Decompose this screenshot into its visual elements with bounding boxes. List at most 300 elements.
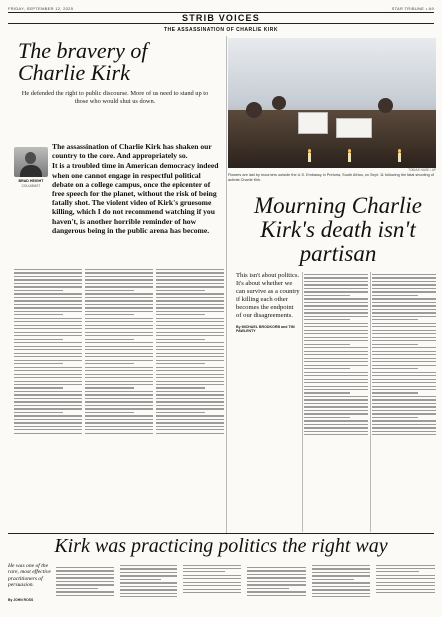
body-text-line — [372, 379, 436, 380]
body-text-line — [372, 372, 436, 373]
article2-byline: By MICHAEL BRODKORB and TIM PAWLENTY — [236, 325, 295, 333]
body-text-line — [312, 568, 371, 569]
body-text-line — [14, 360, 82, 361]
body-text-line — [376, 578, 435, 579]
body-text-line — [14, 279, 82, 280]
body-text-line — [14, 318, 82, 319]
body-text-line — [85, 332, 153, 333]
body-text-line — [14, 387, 63, 388]
body-text-line — [247, 591, 306, 592]
body-text-line — [85, 394, 153, 395]
body-text-line — [304, 368, 350, 369]
article2-body-column-2 — [372, 272, 436, 534]
body-text-line — [247, 570, 306, 571]
body-text-line — [304, 399, 368, 400]
body-text-line — [14, 422, 82, 423]
body-text-line — [304, 281, 368, 282]
body-text-line — [56, 581, 114, 582]
body-text-line — [372, 406, 436, 407]
body-text-line — [14, 304, 82, 305]
body-text-line — [372, 420, 436, 421]
article1-headline: The bravery of Charlie Kirk — [18, 38, 148, 85]
body-text-line — [304, 347, 368, 348]
page-top-bar — [8, 4, 434, 12]
body-text-line — [372, 375, 436, 376]
body-text-line — [120, 593, 178, 594]
body-text-line — [14, 363, 63, 364]
body-text-line — [85, 387, 134, 388]
body-text-line — [304, 372, 368, 373]
body-text-line — [156, 276, 224, 277]
body-text-line — [14, 377, 82, 378]
body-text-line — [85, 339, 134, 340]
photo-flame — [308, 149, 311, 153]
body-text-line — [14, 290, 63, 291]
photo-flame — [348, 149, 351, 153]
body-text-line — [372, 333, 436, 334]
body-text-line — [14, 405, 82, 406]
body-text-line — [304, 277, 368, 278]
body-text-line — [376, 592, 435, 593]
body-text-line — [372, 277, 436, 278]
body-text-line — [304, 337, 368, 338]
body-text-line — [183, 582, 241, 583]
body-text-line — [372, 396, 436, 397]
body-text-line — [156, 283, 224, 284]
body-text-line — [183, 592, 241, 593]
body-text-line — [156, 415, 224, 416]
body-text-line — [56, 570, 114, 571]
body-text-line — [85, 342, 153, 343]
body-text-line — [14, 346, 82, 347]
body-text-line — [14, 370, 82, 371]
body-text-line — [85, 335, 153, 336]
body-text-line — [304, 323, 368, 324]
body-text-line — [372, 295, 418, 296]
body-text-line — [56, 567, 114, 568]
body-text-line — [372, 337, 436, 338]
body-text-line — [14, 394, 82, 395]
body-text-line — [85, 318, 153, 319]
article2-intro-box — [236, 272, 300, 534]
body-text-line — [85, 328, 153, 329]
body-text-line — [56, 591, 114, 592]
body-text-line — [304, 319, 350, 320]
body-text-line — [85, 419, 153, 420]
body-text-line — [304, 305, 368, 306]
body-text-line — [85, 433, 153, 434]
article1-body-column-1 — [14, 267, 82, 533]
body-text-line — [372, 326, 436, 327]
body-text-line — [85, 398, 153, 399]
body-text-line — [85, 314, 134, 315]
body-text-line — [304, 420, 368, 421]
article1-body-column-2 — [85, 267, 153, 533]
body-text-line — [156, 346, 224, 347]
body-text-line — [156, 339, 205, 340]
body-text-line — [247, 584, 306, 585]
body-text-line — [372, 305, 436, 306]
body-text-line — [120, 575, 178, 576]
body-text-line — [156, 401, 224, 402]
body-text-line — [85, 269, 153, 270]
body-text-line — [156, 433, 224, 434]
body-text-line — [376, 582, 435, 583]
body-text-line — [376, 571, 418, 572]
body-text-line — [120, 586, 178, 587]
body-text-line — [85, 307, 153, 308]
article3-pullquote: He was one of the rare, most effective practitioners of persuasion. — [8, 563, 51, 589]
body-text-line — [372, 392, 418, 393]
body-text-line — [14, 321, 82, 322]
body-text-line — [14, 283, 82, 284]
article2-headline: Mourning Charlie Kirk's death isn't partisan — [253, 193, 423, 266]
body-text-line — [376, 585, 435, 586]
article3-headline: Kirk was practicing politics the right way — [54, 535, 388, 557]
body-text-line — [85, 415, 153, 416]
body-text-line — [14, 314, 63, 315]
body-text-line — [85, 360, 153, 361]
body-text-line — [56, 584, 114, 585]
body-text-line — [312, 565, 371, 566]
body-text-line — [85, 405, 153, 406]
body-text-line — [156, 290, 205, 291]
body-text-line — [14, 415, 82, 416]
body-text-line — [156, 370, 224, 371]
body-text-line — [156, 335, 224, 336]
body-text-line — [14, 412, 63, 413]
body-text-line — [156, 426, 224, 427]
news-photo — [228, 38, 436, 168]
body-text-line — [156, 408, 224, 409]
body-text-line — [156, 391, 224, 392]
body-text-line — [376, 575, 435, 576]
body-text-line — [304, 406, 368, 407]
body-text-line — [372, 309, 436, 310]
section-divider — [8, 533, 434, 534]
issue-date: FRIDAY, SEPTEMBER 12, 2025 — [8, 5, 74, 11]
body-text-line — [304, 365, 368, 366]
body-text-line — [304, 330, 368, 331]
body-text-line — [304, 344, 350, 345]
body-text-line — [14, 335, 82, 336]
body-text-line — [183, 578, 241, 579]
body-text-line — [85, 384, 153, 385]
body-text-line — [14, 297, 82, 298]
body-text-line — [304, 417, 350, 418]
body-text-line — [304, 403, 368, 404]
body-text-line — [120, 579, 162, 580]
body-text-line — [156, 286, 224, 287]
body-text-line — [85, 412, 134, 413]
body-text-line — [156, 394, 224, 395]
body-text-line — [14, 328, 82, 329]
body-text-line — [372, 351, 436, 352]
body-text-line — [85, 346, 153, 347]
body-text-line — [14, 391, 82, 392]
body-text-line — [14, 384, 82, 385]
body-text-line — [372, 424, 436, 425]
body-text-line — [56, 577, 114, 578]
body-text-line — [85, 304, 153, 305]
body-text-line — [156, 300, 224, 301]
article2-body-column-1 — [304, 272, 368, 534]
body-text-line — [156, 422, 224, 423]
body-text-line — [85, 377, 153, 378]
body-text-line — [372, 302, 436, 303]
body-text-line — [156, 272, 224, 273]
body-text-line — [56, 588, 98, 589]
article3-body-left — [56, 565, 241, 615]
body-text-line — [312, 589, 371, 590]
body-text-line — [372, 312, 436, 313]
body-text-line — [372, 386, 436, 387]
body-text-line — [85, 286, 153, 287]
body-text-line — [85, 370, 153, 371]
lead-paragraph-1: The assassination of Charlie Kirk has shaken our country to the core. And appropriately so. — [52, 142, 212, 161]
body-text-line — [312, 572, 371, 573]
body-text-line — [14, 398, 82, 399]
body-text-line — [304, 427, 368, 428]
body-text-line — [156, 374, 224, 375]
photo-flame — [398, 149, 401, 153]
body-text-line — [156, 269, 224, 270]
body-text-line — [156, 297, 224, 298]
photo-person — [272, 96, 286, 110]
body-text-line — [247, 581, 306, 582]
body-text-line — [156, 279, 224, 280]
body-text-line — [85, 408, 153, 409]
body-text-line — [372, 365, 436, 366]
body-text-line — [14, 325, 82, 326]
body-text-line — [14, 349, 82, 350]
body-text-line — [120, 572, 178, 573]
body-text-line — [304, 410, 368, 411]
body-text-line — [247, 595, 306, 596]
body-text-line — [156, 332, 224, 333]
body-text-line — [156, 353, 224, 354]
body-text-line — [85, 272, 153, 273]
body-text-line — [372, 399, 436, 400]
body-text-line — [304, 312, 368, 313]
body-text-line — [372, 281, 436, 282]
author-role: COLUMNIST — [21, 184, 41, 188]
body-text-line — [304, 358, 368, 359]
body-text-line — [14, 353, 82, 354]
photo-person — [246, 102, 262, 118]
body-text-line — [372, 288, 436, 289]
body-text-line — [247, 567, 306, 568]
body-text-line — [372, 410, 436, 411]
body-text-line — [85, 426, 153, 427]
article3-byline: By JOHN ROSS — [8, 598, 34, 602]
body-text-line — [312, 579, 354, 580]
body-text-line — [304, 288, 368, 289]
body-text-line — [85, 401, 153, 402]
body-text-line — [85, 374, 153, 375]
photo-sign — [336, 118, 372, 138]
body-text-line — [304, 389, 368, 390]
body-text-line — [85, 429, 153, 430]
body-text-line — [372, 403, 436, 404]
body-text-line — [85, 367, 153, 368]
body-text-line — [156, 377, 224, 378]
body-text-line — [85, 356, 153, 357]
body-text-line — [304, 396, 368, 397]
body-text-line — [372, 431, 436, 432]
photo-candle — [398, 153, 401, 162]
body-text-line — [376, 589, 435, 590]
body-text-line — [14, 311, 82, 312]
body-text-line — [120, 582, 178, 583]
body-text-line — [156, 419, 224, 420]
body-text-line — [304, 309, 368, 310]
body-text-line — [304, 316, 368, 317]
body-text-line — [85, 297, 153, 298]
body-text-line — [372, 298, 436, 299]
body-text-line — [304, 431, 368, 432]
photo-candle — [348, 153, 351, 162]
body-text-line — [120, 589, 178, 590]
body-text-line — [14, 429, 82, 430]
body-text-line — [156, 311, 224, 312]
body-text-line — [156, 363, 205, 364]
body-text-line — [183, 571, 225, 572]
body-text-line — [376, 568, 435, 569]
body-text-line — [372, 361, 436, 362]
body-text-line — [14, 381, 82, 382]
body-text-line — [372, 319, 418, 320]
body-text-line — [56, 595, 114, 596]
body-text-line — [14, 356, 82, 357]
photo-crowd — [228, 110, 436, 168]
body-text-line — [372, 316, 436, 317]
article2-intro: This isn't about politics. It's about whether we can survive as a country if killing each other becomes the endpoint of our disagreements. — [236, 272, 300, 319]
body-text-line — [372, 413, 436, 414]
body-text-line — [14, 433, 82, 434]
body-text-line — [372, 284, 436, 285]
body-text-line — [247, 588, 289, 589]
body-text-line — [304, 379, 368, 380]
body-text-line — [85, 300, 153, 301]
body-text-line — [14, 339, 63, 340]
body-text-line — [304, 375, 368, 376]
body-text-line — [372, 354, 436, 355]
section-heading: STRIB VOICES — [8, 12, 434, 24]
body-text-line — [120, 568, 178, 569]
body-text-line — [247, 577, 306, 578]
body-text-line — [183, 589, 241, 590]
body-text-line — [85, 276, 153, 277]
body-text-line — [14, 307, 82, 308]
body-text-line — [372, 368, 418, 369]
body-text-line — [156, 405, 224, 406]
column-divider — [226, 36, 227, 533]
body-text-line — [304, 434, 368, 435]
body-text-line — [156, 349, 224, 350]
body-text-line — [85, 293, 153, 294]
body-text-line — [14, 401, 82, 402]
photo-candle — [308, 153, 311, 162]
body-text-line — [156, 342, 224, 343]
body-text-line — [304, 382, 368, 383]
body-text-line — [156, 367, 224, 368]
body-text-line — [85, 422, 153, 423]
body-text-line — [14, 408, 82, 409]
body-text-line — [312, 593, 371, 594]
body-text-line — [304, 326, 368, 327]
lead-paragraph-2: It is a troubled time in American democracy indeed when one cannot engage in respectful political debate on a college campus, once the epicenter of free speech for the planet, without the risk of being fatally shot. The violent video of Kirk's gruesome killing, which I do not recommend watching if you haven't, is another horrible reminder of how dangerous being in the public arena has become. — [52, 161, 219, 235]
body-text-line — [312, 582, 371, 583]
body-text-line — [304, 340, 368, 341]
body-text-line — [312, 586, 371, 587]
body-text-line — [85, 349, 153, 350]
body-text-line — [247, 574, 306, 575]
body-text-line — [85, 353, 153, 354]
body-text-line — [304, 392, 350, 393]
body-text-line — [372, 323, 436, 324]
body-text-line — [372, 417, 418, 418]
body-text-line — [156, 412, 205, 413]
body-text-line — [372, 340, 436, 341]
body-text-line — [14, 426, 82, 427]
body-text-line — [156, 398, 224, 399]
body-text-line — [14, 269, 82, 270]
body-text-line — [156, 429, 224, 430]
body-text-line — [304, 298, 368, 299]
body-text-line — [156, 307, 224, 308]
author-name: BRAD HEIGHT — [18, 179, 44, 183]
body-text-line — [156, 318, 224, 319]
body-text-line — [304, 351, 368, 352]
body-text-line — [304, 413, 368, 414]
body-text-line — [156, 304, 224, 305]
author-avatar — [14, 147, 48, 177]
body-text-line — [372, 291, 436, 292]
body-text-line — [85, 311, 153, 312]
body-text-line — [85, 283, 153, 284]
body-text-line — [156, 387, 205, 388]
body-text-line — [156, 384, 224, 385]
photo-credit: TOBIAS HASE / AP — [408, 168, 436, 172]
photo-caption: Flowers are laid by mourners outside the U.S. Embassy in Pretoria, South Africa, on Sept. 11 following the fatal shooting of activist Charlie Kirk. — [228, 173, 434, 182]
paper-folio: STAR TRIBUNE • A9 — [391, 5, 434, 11]
body-text-line — [14, 367, 82, 368]
body-text-line — [372, 382, 436, 383]
body-text-line — [304, 424, 368, 425]
body-text-line — [85, 363, 134, 364]
body-text-line — [183, 585, 241, 586]
body-text-line — [304, 361, 368, 362]
body-text-line — [14, 286, 82, 287]
body-text-line — [372, 434, 436, 435]
column-divider — [302, 272, 303, 532]
body-text-line — [56, 574, 114, 575]
body-text-line — [156, 360, 224, 361]
body-text-line — [156, 314, 205, 315]
body-text-line — [312, 575, 371, 576]
body-text-line — [14, 293, 82, 294]
body-text-line — [372, 330, 436, 331]
body-text-line — [85, 325, 153, 326]
body-text-line — [156, 356, 224, 357]
article3-body-right — [247, 565, 435, 615]
body-text-line — [120, 565, 178, 566]
body-text-line — [85, 290, 134, 291]
body-text-line — [304, 291, 368, 292]
body-text-line — [14, 374, 82, 375]
body-text-line — [14, 419, 82, 420]
